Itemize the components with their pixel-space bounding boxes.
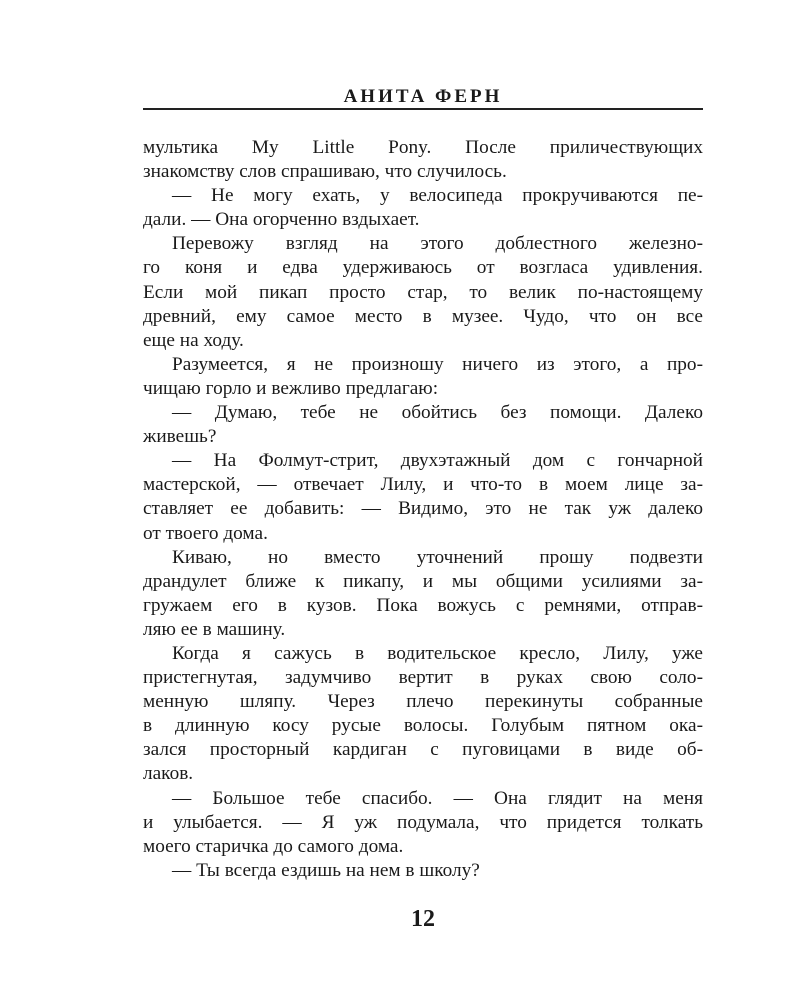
text-line: чищаю горло и вежливо предлагаю: [143,377,439,399]
text-line: знакомству слов спрашиваю, что случилось. [143,161,507,183]
text-line: и улыбается. — Я уж подумала, что придется толкать [143,811,703,833]
text-line: — Думаю, тебе не обойтись без помощи. Далеко [172,402,703,424]
page-number: 12 [411,906,435,932]
text-line: драндулет ближе к пикапу, и мы общими усилиями за- [143,570,703,592]
text-line: ставляет ее добавить: — Видимо, это не так уж далеко [143,498,703,520]
text-line: живешь? [143,426,217,448]
text-line: — Не могу ехать, у велосипеда прокручиваются пе- [172,185,703,207]
text-line: в длинную косу русые волосы. Голубым пятном ока- [143,715,703,737]
running-header: АНИТА ФЕРН [343,86,503,107]
text-line: Разумеется, я не произношу ничего из этого, а про- [172,353,703,375]
text-line: пристегнутая, задумчиво вертит в руках свою соло- [143,667,703,689]
text-line: Перевожу взгляд на этого доблестного железно- [172,233,703,255]
text-line: Если мой пикап просто стар, то велик по-настоящему [143,281,703,303]
text-line: — Ты всегда ездишь на нем в школу? [172,859,480,881]
text-line: еще на ходу. [143,329,244,351]
text-line: — На Фолмут-стрит, двухэтажный дом с гончарной [172,450,703,472]
text-line: го коня и едва удерживаюсь от возгласа удивления. [143,257,703,279]
text-line: гружаем его в кузов. Пока вожусь с ремнями, отправ- [143,594,703,616]
text-line: лаков. [143,763,194,785]
text-line: древний, ему самое место в музее. Чудо, что он все [143,305,703,327]
text-line: Когда я сажусь в водительское кресло, Лилу, уже [172,642,703,664]
text-line: менную шляпу. Через плечо перекинуты собранные [143,691,703,713]
text-line: мультика My Little Pony. После приличествующих [143,137,703,158]
text-line: от твоего дома. [143,522,268,544]
text-line: Киваю, но вместо уточнений прошу подвезти [172,546,703,568]
body-text [143,136,703,883]
text-line: дали. — Она огорченно вздыхает. [143,209,420,231]
header-rule [143,108,703,110]
text-line: ляю ее в машину. [143,618,286,640]
text-line: моего старичка до самого дома. [143,835,404,857]
text-line: зался просторный кардиган с пуговицами в виде об- [143,739,703,761]
text-line: мастерской, — отвечает Лилу, и что-то в моем лице за- [143,474,703,496]
text-line: — Большое тебе спасибо. — Она глядит на меня [172,787,703,809]
